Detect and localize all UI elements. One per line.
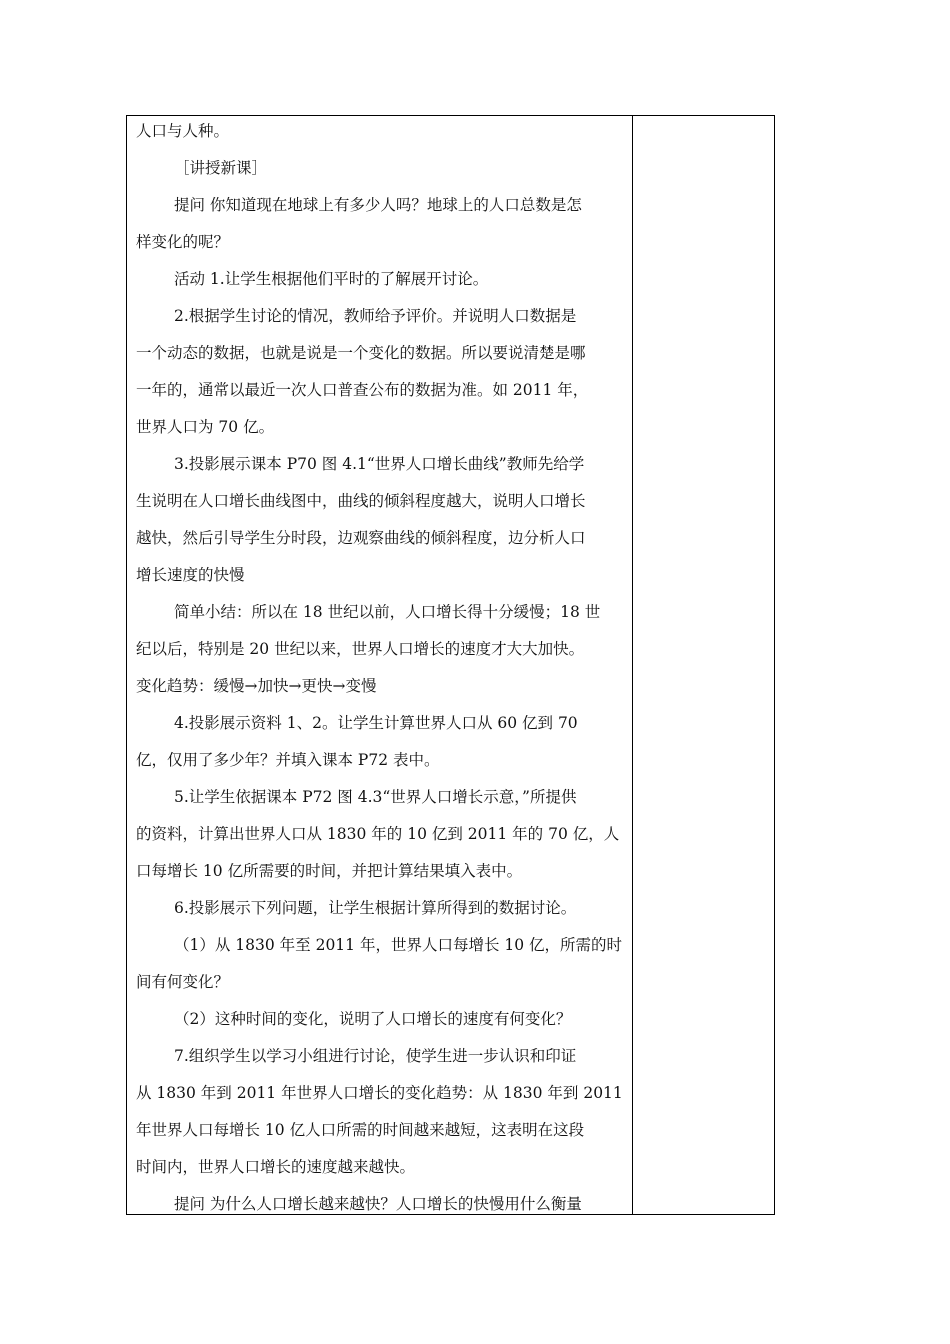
text-line: 3.投影展示课本 P70 图 4.1“世界人口增长曲线”教师先给学 — [174, 455, 585, 473]
text-line: 间有何变化？ — [136, 973, 230, 991]
text-line: 提问 为什么人口增长越来越快？人口增长的快慢用什么衡量 — [174, 1195, 582, 1213]
text-line: 提问 你知道现在地球上有多少人吗？地球上的人口总数是怎 — [174, 196, 582, 214]
text-line: 纪以后，特别是 20 世纪以来，世界人口增长的速度才大大加快。 — [136, 640, 585, 658]
text-line: 亿，仅用了多少年？并填入课本 P72 表中。 — [136, 751, 440, 769]
section-heading: ［讲授新课］ — [174, 159, 268, 177]
text-line: （2）这种时间的变化，说明了人口增长的速度有何变化？ — [174, 1010, 572, 1028]
text-line: 生说明在人口增长曲线图中，曲线的倾斜程度越大，说明人口增长 — [136, 492, 586, 510]
text-line: 口每增长 10 亿所需要的时间，并把计算结果填入表中。 — [136, 862, 523, 880]
text-line: 增长速度的快慢 — [136, 566, 245, 584]
text-line: 时间内，世界人口增长的速度越来越快。 — [136, 1158, 416, 1176]
text-line: 的资料，计算出世界人口从 1830 年的 10 亿到 2011 年的 70 亿，人 — [136, 825, 620, 843]
text-line: 人口与人种。 — [136, 122, 230, 140]
text-line: 越快，然后引导学生分时段，边观察曲线的倾斜程度，边分析人口 — [136, 529, 586, 547]
text-line: 2.根据学生讨论的情况，教师给予评价。并说明人口数据是 — [174, 307, 577, 325]
lesson-table — [126, 115, 775, 1215]
text-line: 变化趋势：缓慢→加快→更快→变慢 — [136, 677, 377, 695]
text-line: 世界人口为 70 亿。 — [136, 418, 275, 436]
text-line: 6.投影展示下列问题，让学生根据计算所得到的数据讨论。 — [174, 899, 577, 917]
text-line: 7.组织学生以学习小组进行讨论，使学生进一步认识和印证 — [174, 1047, 577, 1065]
text-line: 活动 1.让学生根据他们平时的了解展开讨论。 — [174, 270, 489, 288]
text-line: （1）从 1830 年至 2011 年，世界人口每增长 10 亿，所需的时 — [174, 936, 623, 954]
text-line: 4.投影展示资料 1、2。让学生计算世界人口从 60 亿到 70 — [174, 714, 578, 732]
text-line: 年世界人口每增长 10 亿人口所需的时间越来越短，这表明在这段 — [136, 1121, 585, 1139]
text-line: 一年的，通常以最近一次人口普查公布的数据为准。如 2011 年， — [136, 381, 589, 399]
text-line: 简单小结：所以在 18 世纪以前，人口增长得十分缓慢；18 世 — [174, 603, 601, 621]
text-line: 样变化的呢？ — [136, 233, 230, 251]
text-line: 5.让学生依据课本 P72 图 4.3“世界人口增长示意，”所提供 — [174, 788, 577, 806]
text-line: 从 1830 年到 2011 年世界人口增长的变化趋势：从 1830 年到 2011 — [136, 1084, 623, 1102]
text-line: 一个动态的数据，也就是说是一个变化的数据。所以要说清楚是哪 — [136, 344, 586, 362]
lesson-content-cell — [127, 116, 632, 1214]
column-divider — [632, 116, 633, 1214]
